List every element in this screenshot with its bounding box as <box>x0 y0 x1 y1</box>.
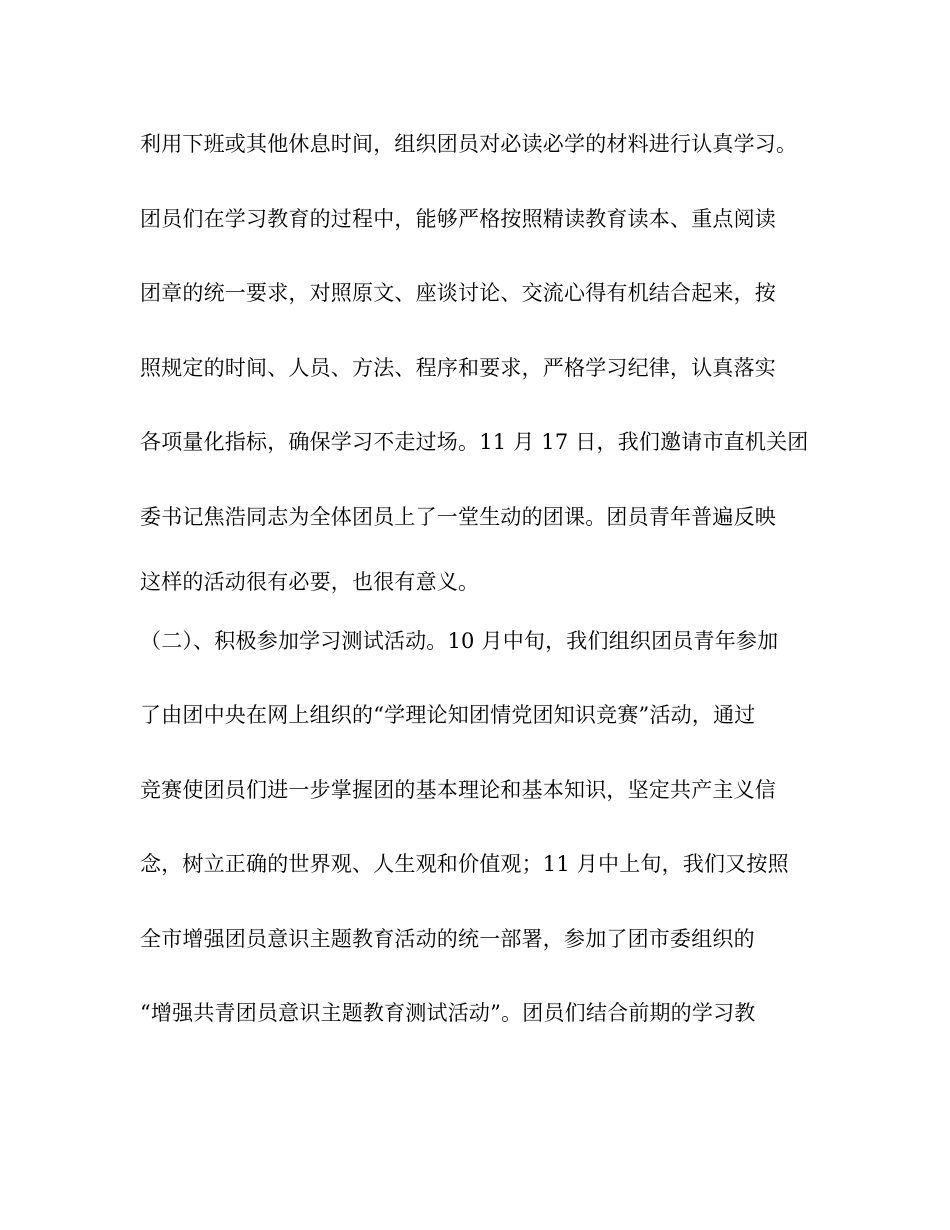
text-line-3: 团章的统一要求，对照原文、座谈讨论、交流心得有机结合起来，按 <box>140 281 776 305</box>
text-line-6: 委书记焦浩同志为全体团员上了一堂生动的团课。团员青年普遍反映 <box>140 505 776 529</box>
text-line-7: 这样的活动很有必要，也很有意义。 <box>140 570 480 594</box>
text-line-8: （二）、积极参加学习测试活动。10 月中旬，我们组织团员青年参加 <box>140 629 779 653</box>
text-line-12: 全市增强团员意识主题教育活动的统一部署，参加了团市委组织的 <box>140 927 755 951</box>
text-line-1: 利用下班或其他休息时间，组织团员对必读必学的材料进行认真学习。 <box>140 132 798 156</box>
text-line-11: 念，树立正确的世界观、人生观和价值观；11 月中上旬，我们又按照 <box>140 852 789 876</box>
text-line-9: 了由团中央在网上组织的“学理论知团情党团知识竞赛”活动，通过 <box>140 703 756 727</box>
text-line-10: 竞赛使团员们进一步掌握团的基本理论和基本知识，坚定共产主义信 <box>140 778 776 802</box>
text-line-4: 照规定的时间、人员、方法、程序和要求，严格学习纪律，认真落实 <box>140 356 776 380</box>
text-line-13: “增强共青团员意识主题教育测试活动”。团员们结合前期的学习教 <box>140 1001 756 1025</box>
text-line-2: 团员们在学习教育的过程中，能够严格按照精读教育读本、重点阅读 <box>140 207 776 231</box>
text-line-5: 各项量化指标，确保学习不走过场。11 月 17 日，我们邀请市直机关团 <box>140 430 809 454</box>
